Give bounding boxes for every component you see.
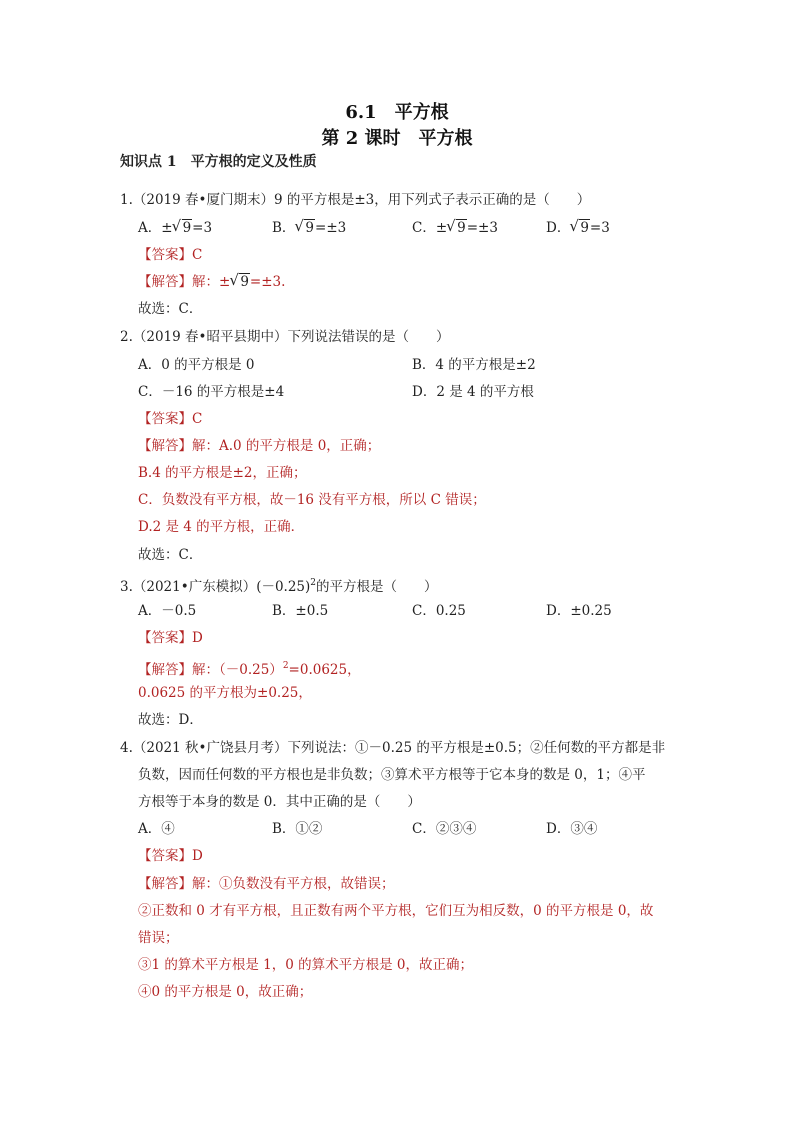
question-1-option-b: B．√ 9=±3 xyxy=(272,218,346,238)
question-1-solution: 【解答】解：±√ 9=±3. xyxy=(138,272,285,292)
question-4-option-a: A．④ xyxy=(138,821,175,837)
question-4-solution-2: ②正数和 0 才有平方根，且正数有两个平方根，它们互为相反数，0 的平方根是 0，故 xyxy=(138,903,654,919)
question-4-stem-1: 4.（2021 秋•广饶县月考）下列说法：①－0.25 的平方根是±0.5；②任何数的平方都是非 xyxy=(120,740,666,756)
sqrt-symbol: √ 9 xyxy=(295,218,315,238)
question-4-solution-3: 错误； xyxy=(138,930,179,946)
question-4-option-d: D．③④ xyxy=(546,821,598,837)
question-3-conclusion: 故选：D． xyxy=(138,712,203,728)
page-subtitle: 第 2 课时 平方根 xyxy=(321,128,473,149)
question-3-answer: 【答案】D xyxy=(138,630,203,646)
question-4-solution-5: ④0 的平方根是 0，故正确； xyxy=(138,984,313,1000)
question-4-stem-2: 负数，因而任何数的平方根也是非负数；③算术平方根等于它本身的数是 0，1；④平 xyxy=(138,767,646,783)
question-2-conclusion: 故选：C． xyxy=(138,547,203,563)
section-heading: 知识点 1 平方根的定义及性质 xyxy=(120,154,317,170)
question-3-solution-1: 【解答】解：$(-0.25)^2=0.0625$， xyxy=(138,661,361,678)
question-2-answer: 【答案】C xyxy=(138,411,203,427)
question-2-solution-4: D.2 是 4 的平方根，正确． xyxy=(138,519,305,535)
sqrt-symbol: √ 9 xyxy=(447,218,467,238)
question-2-solution-2: B.4 的平方根是±2，正确； xyxy=(138,465,307,481)
question-2-solution-3: C．负数没有平方根，故－16 没有平方根，所以 C 错误； xyxy=(138,492,486,508)
question-2-option-d: D．2 是 4 的平方根 xyxy=(412,384,534,400)
question-1-option-d: D．√ 9=3 xyxy=(546,218,610,238)
question-1-conclusion: 故选：C． xyxy=(138,301,203,317)
question-1-stem: 1.（2019 春•厦门期末）9 的平方根是±3，用下列式子表示正确的是（ ） xyxy=(120,192,591,208)
question-4-stem-3: 方根等于本身的数是 0．其中正确的是（ ） xyxy=(138,794,421,810)
question-4-option-b: B．①② xyxy=(272,821,323,837)
sqrt-symbol: √ 9 xyxy=(173,218,193,238)
question-1-option-c: C．±√ 9=±3 xyxy=(412,218,498,238)
question-3-solution-2: 0.0625 的平方根为±0.25， xyxy=(138,685,312,701)
question-3-option-a: A．－0.5 xyxy=(138,603,197,619)
question-4-answer: 【答案】D xyxy=(138,848,203,864)
question-4-solution-1: 【解答】解：①负数没有平方根，故错误； xyxy=(138,876,395,892)
question-2-option-b: B．4 的平方根是±2 xyxy=(412,357,536,373)
question-2-stem: 2.（2019 春•昭平县期中）下列说法错误的是（ ） xyxy=(120,329,450,345)
question-4-solution-4: ③1 的算术平方根是 1，0 的算术平方根是 0，故正确； xyxy=(138,957,474,973)
question-4-option-c: C．②③④ xyxy=(412,821,477,837)
page-title: 6.1 平方根 xyxy=(345,102,449,123)
question-2-option-c: C．－16 的平方根是±4 xyxy=(138,384,285,400)
question-2-solution-1: 【解答】解：A.0 的平方根是 0，正确； xyxy=(138,438,381,454)
question-3-stem: 3.（2021•广东模拟）$(-0.25)^2$的平方根是（ ） xyxy=(120,578,438,595)
question-3-option-d: D．±0.25 xyxy=(546,603,612,619)
question-1-option-a: A．±√ 9=3 xyxy=(138,218,212,238)
question-3-option-c: C．0.25 xyxy=(412,603,466,619)
sqrt-symbol: √ 9 xyxy=(230,272,250,292)
question-3-option-b: B．±0.5 xyxy=(272,603,329,619)
question-2-option-a: A．0 的平方根是 0 xyxy=(138,357,255,373)
sqrt-symbol: √ 9 xyxy=(570,218,590,238)
question-1-answer: 【答案】C xyxy=(138,247,203,263)
